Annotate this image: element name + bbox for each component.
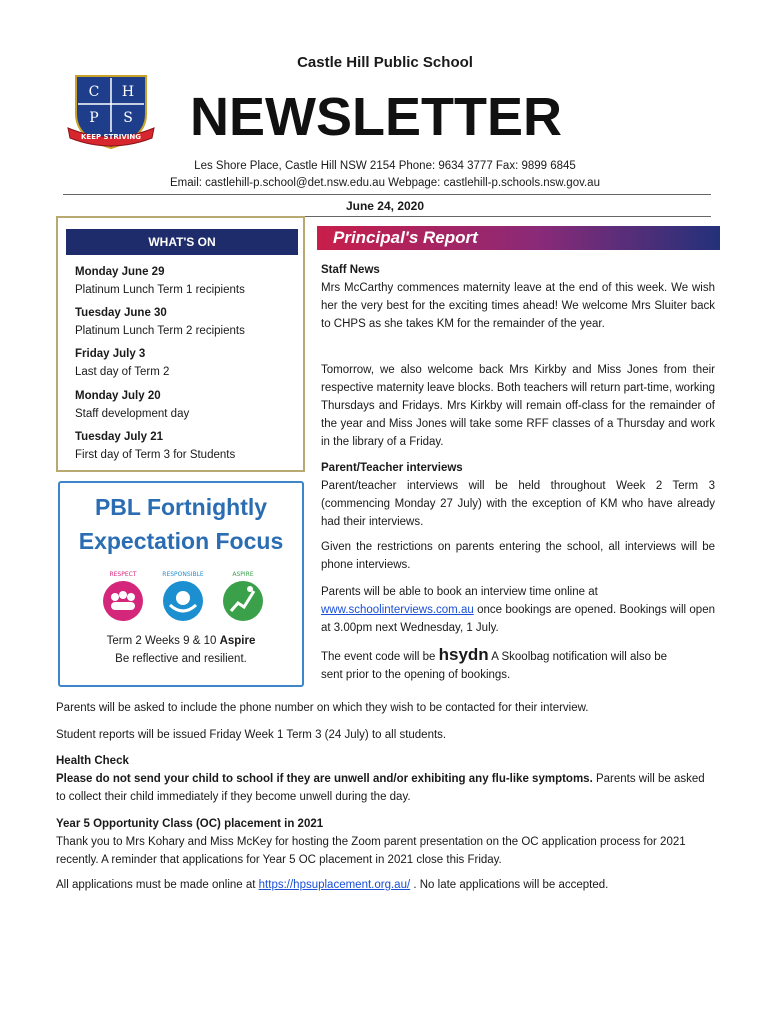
event-text: Platinum Lunch Term 1 recipients: [75, 284, 245, 296]
event-date: Monday July 20: [75, 390, 161, 402]
health-check-section: [56, 752, 716, 806]
pbl-term-text: Term 2 Weeks 9 & 10: [106, 635, 220, 647]
event-text: Last day of Term 2: [75, 366, 170, 378]
pbl-focus-value: Aspire: [219, 635, 256, 647]
school-contact: Email: castlehill-p.school@det.nsw.edu.au Webpage: castlehill-p.schools.nsw.gov.au: [170, 177, 600, 189]
school-crest-logo: [66, 72, 156, 150]
oc-placement-paragraph: Thank you to Mrs Kohary and Miss McKey for hosting the Zoom parent presentation on the OC application process for 2021 recently. A reminder that applications for Year 5 OC placement in 2021 close this Friday.: [56, 836, 686, 866]
issue-date: June 24, 2020: [345, 199, 425, 213]
event-date: Friday July 3: [75, 348, 146, 360]
event-item: [75, 428, 235, 464]
event-date: Tuesday July 21: [75, 431, 163, 443]
reports-note: Student reports will be issued Friday Week 1 Term 3 (24 July) to all students.: [56, 729, 447, 741]
crest-motto: KEEP STRIVING: [81, 133, 141, 141]
pbl-title-line1: PBL Fortnightly: [94, 494, 268, 520]
respect-icon: [103, 581, 143, 621]
pbl-title-line2: Expectation Focus: [78, 528, 284, 554]
responsible-label: RESPONSIBLE: [162, 571, 204, 578]
event-date: Tuesday June 30: [75, 307, 167, 319]
schoolinterviews-link[interactable]: www.schoolinterviews.com.au: [321, 604, 474, 616]
crest-letter-s: S: [123, 110, 133, 126]
event-item: [75, 304, 245, 340]
parent-teacher-section: [321, 459, 715, 531]
parent-teacher-heading: Parent/Teacher interviews: [321, 462, 463, 474]
booking-paragraph: Parents will be able to book an interview time online at www.schoolinterviews.com.au once bookings are opened. Bookings will open at 3.00pm next Wednesday, 1 July.: [321, 586, 715, 634]
event-text: Platinum Lunch Term 2 recipients: [75, 325, 245, 337]
whats-on-title: WHAT'S ON: [66, 229, 298, 255]
pbl-values-icons: [98, 567, 268, 627]
health-check-heading: Health Check: [56, 755, 129, 767]
health-check-text: Parents will be asked to collect their child immediately if they become unwell during the day.: [56, 773, 705, 803]
event-text: Staff development day: [75, 408, 190, 420]
school-address: Les Shore Place, Castle Hill NSW 2154 Phone: 9634 3777 Fax: 9899 6845: [194, 160, 576, 172]
event-date: Monday June 29: [75, 266, 165, 278]
oc-applications-paragraph: All applications must be made online at https://hpsuplacement.org.au/ . No late applications will be accepted.: [56, 879, 609, 891]
aspire-label: ASPIRE: [232, 571, 254, 578]
respect-label: RESPECT: [109, 571, 137, 578]
pbl-focus-text: [58, 632, 304, 668]
crest-letter-c: C: [88, 84, 100, 100]
pbl-title: [58, 490, 304, 558]
phone-interviews-paragraph: Given the restrictions on parents entering the school, all interviews will be phone interviews.: [321, 541, 715, 571]
aspire-icon: [223, 581, 263, 621]
header-divider-top: [63, 194, 711, 195]
hpsuplacement-link[interactable]: https://hpsuplacement.org.au/: [258, 879, 411, 891]
event-item: [75, 345, 169, 381]
crest-letter-h: H: [121, 84, 135, 100]
newsletter-title: NEWSLETTER: [190, 87, 562, 147]
staff-news-heading: Staff News: [321, 264, 380, 276]
staff-news-section: [321, 261, 715, 333]
staff-news-paragraph-2: Tomorrow, we also welcome back Mrs Kirkby and Miss Jones from their respective maternity leave blocks. Both teachers will return part-time, working Thursdays and Fridays. Mrs Kirkby will remain off-class for the remainder of the year and Miss Jones will take some RFF classes of a Thursday and work in the library of a Friday.: [321, 364, 715, 448]
staff-news-paragraph: Mrs McCarthy commences maternity leave at the end of this week. We wish her the very best for the exciting times ahead! We welcome Mrs Sluiter back to CHPS as she takes KM for the remainder of the year.: [321, 282, 715, 330]
phone-note: Parents will be asked to include the phone number on which they wish to be contacted for their interview.: [56, 702, 589, 714]
event-text: First day of Term 3 for Students: [75, 449, 236, 461]
oc-placement-heading: Year 5 Opportunity Class (OC) placement in 2021: [56, 818, 324, 830]
oc-placement-section: [56, 815, 716, 869]
pbl-focus-description: Be reflective and resilient.: [115, 653, 247, 665]
parent-teacher-paragraph: Parent/teacher interviews will be held throughout Week 2 Term 3 (commencing Monday 27 July) with the exception of KM who have already had their interviews.: [321, 480, 715, 528]
school-name: Castle Hill Public School: [297, 54, 473, 71]
principals-report-title: Principal's Report: [333, 228, 478, 247]
event-item: [75, 387, 189, 423]
health-check-warning: Please do not send your child to school if they are unwell and/or exhibiting any flu-like symptoms.: [56, 773, 593, 785]
event-code-paragraph: The event code will be hsydn A Skoolbag notification will also be sent prior to the opening of bookings.: [321, 645, 668, 681]
event-code: hsydn: [438, 645, 489, 664]
crest-letter-p: P: [89, 110, 99, 126]
event-item: [75, 263, 245, 299]
